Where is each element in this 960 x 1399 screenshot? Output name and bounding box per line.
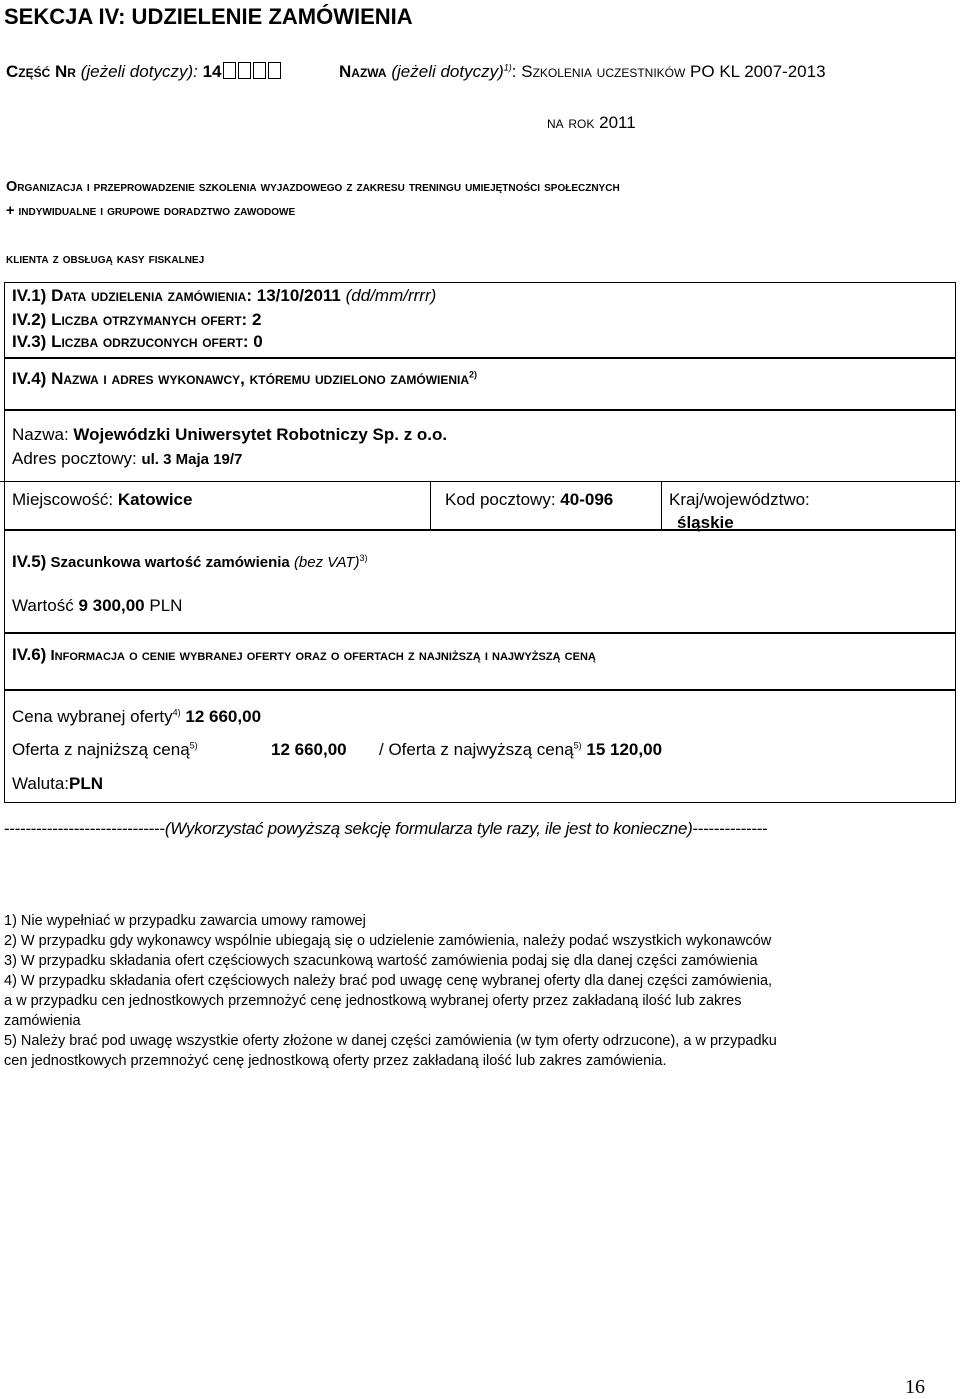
contractor-address-label: Adres pocztowy: bbox=[12, 449, 137, 468]
iv4-line bbox=[12, 369, 477, 389]
footnote-2: 2) W przypadku gdy wykonawcy wspólnie ubiegają się o udzielenie zamówienia, należy podać wszystkich wykonawców bbox=[4, 933, 772, 949]
highest-price-value: 15 120,00 bbox=[586, 740, 663, 759]
name-value: Szkolenia uczestników PO KL 2007-2013 bbox=[521, 62, 826, 81]
currency-line bbox=[12, 774, 103, 794]
description-line2: + indywidualne i grupowe doradztwo zawodowe bbox=[6, 203, 296, 219]
footnote-4-line3: zamówienia bbox=[4, 1013, 81, 1029]
iv3-value: 0 bbox=[253, 332, 263, 351]
iv3-label: IV.3) Liczba odrzuconych ofert: bbox=[12, 332, 249, 351]
iv2-value: 2 bbox=[251, 310, 262, 329]
iv3-line bbox=[12, 332, 263, 352]
part-digit-box bbox=[238, 62, 251, 79]
highest-price-line bbox=[379, 740, 662, 760]
iv1-line bbox=[12, 286, 436, 306]
contractor-postal-value: 40-096 bbox=[560, 490, 614, 509]
footnote-4-line2: a w przypadku cen jednostkowych przemnożyć cenę jednostkową wybranej oferty przez zakładaną ilość lub zakres bbox=[4, 993, 742, 1009]
name-value-line2: na rok 2011 bbox=[547, 113, 636, 132]
contractor-address-value: ul. 3 Maja 19/7 bbox=[141, 451, 243, 468]
name-label: Nazwa bbox=[339, 62, 387, 81]
iv5-frame bbox=[4, 530, 956, 633]
highest-price-label: / Oferta z najwyższą ceną bbox=[379, 740, 574, 759]
highest-price-footnote-ref: 5) bbox=[573, 740, 582, 751]
lowest-price-footnote-ref: 5) bbox=[189, 740, 198, 751]
repeat-dashes-left: ------------------------------ bbox=[4, 819, 165, 838]
iv1-label: IV.1) Data udzielenia zamówienia: bbox=[12, 286, 252, 305]
iv5-value: 9 300,00 bbox=[78, 596, 145, 615]
contractor-address-line bbox=[12, 449, 242, 469]
iv5-currency: PLN bbox=[149, 596, 183, 615]
currency-label: Waluta: bbox=[12, 774, 70, 793]
contractor-city-value: Katowice bbox=[117, 490, 193, 509]
footnote-5-line2: cen jednostkowych przemnożyć cenę jednostkową oferty przez zakładaną ilość lub zakres zamówienia. bbox=[4, 1053, 667, 1069]
part-number: 14 bbox=[202, 62, 222, 81]
contractor-postal-label: Kod pocztowy: bbox=[445, 490, 556, 509]
contractor-region-label: Kraj/województwo: bbox=[669, 490, 810, 509]
iv5-prefix: IV.5) bbox=[12, 552, 47, 571]
repeat-dashes-right: -------------- bbox=[692, 819, 768, 838]
part-line bbox=[6, 62, 281, 82]
contractor-name-label: Nazwa: bbox=[12, 425, 69, 444]
footnote-4-line1: 4) W przypadku składania ofert częściowych należy brać pod uwagę cenę wybranej oferty dla danej części zamówienia, bbox=[4, 973, 773, 989]
footnotes bbox=[4, 911, 777, 1071]
iv2-label: IV.2) Liczba otrzymanych ofert: bbox=[12, 310, 248, 329]
selected-price-value: 12 660,00 bbox=[185, 707, 262, 726]
part-label: Część Nr bbox=[6, 62, 76, 81]
lowest-price-line bbox=[12, 740, 198, 760]
iv5-value-line bbox=[12, 596, 182, 616]
iv5-footnote-ref: 3) bbox=[359, 553, 368, 563]
lowest-price-value: 12 660,00 bbox=[271, 740, 347, 759]
iv4-footnote-ref: 2) bbox=[469, 369, 478, 380]
iv5-value-label: Wartość bbox=[12, 596, 74, 615]
iv1-format: (dd/mm/rrrr) bbox=[345, 286, 437, 305]
part-digit-box bbox=[223, 62, 236, 79]
iv1-value: 13/10/2011 bbox=[256, 286, 341, 305]
page-number: 16 bbox=[905, 1376, 925, 1398]
repeat-note bbox=[4, 819, 768, 839]
iv6-prefix: IV.6) bbox=[12, 645, 47, 664]
contractor-name-value: Wojewódzki Uniwersytet Robotniczy Sp. z o.o. bbox=[73, 425, 448, 444]
selected-price-label: Cena wybranej oferty bbox=[12, 707, 173, 726]
iv4-label: IV.4) Nazwa i adres wykonawcy, któremu udzielono zamówienia bbox=[12, 369, 470, 388]
selected-price-footnote-ref: 4) bbox=[172, 707, 181, 718]
description-line1: Organizacja i przeprowadzenie szkolenia wyjazdowego z zakresu treningu umiejętności społecznych bbox=[6, 179, 620, 195]
part-digit-box bbox=[253, 62, 266, 79]
contractor-city-label: Miejscowość: bbox=[12, 490, 114, 509]
footnote-3: 3) W przypadku składania ofert częściowych szacunkową wartość zamówienia podaj się dla danej części zamówienia bbox=[4, 953, 758, 969]
repeat-note-text: (Wykorzystać powyższą sekcję formularza tyle razy, ile jest to konieczne) bbox=[164, 819, 693, 838]
part-digit-box bbox=[268, 62, 281, 79]
contractor-name-line bbox=[12, 425, 447, 445]
contractor-city bbox=[12, 490, 192, 510]
contractor-region-value: śląskie bbox=[677, 513, 734, 532]
selected-price-line bbox=[12, 707, 261, 727]
contractor-divider bbox=[0, 481, 960, 482]
name-line: Nazwa (jeżeli dotyczy)$^{1)}$: Szkolenia uczestników PO KL 2007-2013 bbox=[339, 62, 826, 81]
name-footnote-ref: 1) bbox=[503, 62, 512, 73]
footnote-1: 1) Nie wypełniać w przypadku zawarcia umowy ramowej bbox=[4, 913, 366, 929]
iv5-qualifier: (bez VAT) bbox=[293, 554, 360, 571]
description-line3: klienta z obsługą kasy fiskalnej bbox=[6, 251, 205, 267]
iv5-line bbox=[12, 552, 368, 572]
currency-value: PLN bbox=[69, 774, 104, 793]
iv2-line bbox=[12, 310, 261, 330]
footnote-5-line1: 5) Należy brać pod uwagę wszystkie oferty złożone w danej części zamówienia (w tym oferty odrzucone), a w przypadku bbox=[4, 1033, 777, 1049]
part-qualifier: (jeżeli dotyczy): bbox=[80, 62, 198, 81]
iv5-label: Szacunkowa wartość zamówienia bbox=[50, 554, 290, 571]
contractor-postal bbox=[445, 490, 613, 510]
section-title: SEKCJA IV: UDZIELENIE ZAMÓWIENIA bbox=[4, 4, 413, 29]
iv6-label: Informacja o cenie wybranej oferty oraz o ofertach z najniższą i najwyższą ceną bbox=[50, 647, 596, 664]
lowest-price-label: Oferta z najniższą ceną bbox=[12, 740, 190, 759]
iv6-line bbox=[12, 645, 596, 665]
contractor-col-divider bbox=[661, 481, 662, 530]
name-qualifier: (jeżeli dotyczy) bbox=[391, 62, 504, 81]
contractor-col-divider bbox=[430, 481, 431, 530]
